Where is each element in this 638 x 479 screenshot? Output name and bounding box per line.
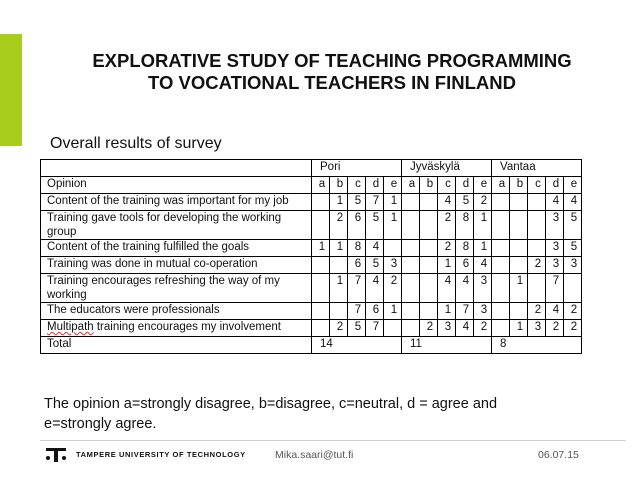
group-header-0: Pori [312,160,402,177]
table-letters-row [41,177,582,194]
letter-header: a [492,177,510,194]
count-cell [312,211,330,240]
letter-header: a [402,177,420,194]
count-cell: 2 [438,240,456,257]
count-cell [420,211,438,240]
count-cell: 5 [348,320,366,337]
count-cell [312,257,330,274]
header-empty-cell [41,160,312,177]
opinion-text: Content of the training was important for my job [41,194,312,211]
count-cell [528,274,546,303]
count-cell: 2 [330,320,348,337]
count-cell: 8 [456,240,474,257]
count-cell: 4 [366,274,384,303]
letter-header: d [456,177,474,194]
count-cell [492,211,510,240]
letter-header: e [384,177,402,194]
table-row [41,240,582,257]
group-header-1: Jyväskylä [402,160,492,177]
slide-subtitle: Overall results of survey [50,135,222,152]
count-cell: 2 [438,211,456,240]
count-cell: 1 [384,194,402,211]
count-cell: 2 [474,320,492,337]
count-cell: 7 [546,274,564,303]
count-cell [384,240,402,257]
count-cell [420,194,438,211]
count-cell: 4 [546,303,564,320]
count-cell [312,303,330,320]
count-cell: 6 [348,211,366,240]
count-cell: 3 [474,303,492,320]
count-cell: 1 [384,211,402,240]
count-cell [420,240,438,257]
count-cell [492,274,510,303]
count-cell [528,194,546,211]
opinion-text: Training was done in mutual co-operation [41,257,312,274]
count-cell: 5 [366,257,384,274]
count-cell [492,194,510,211]
count-cell: 6 [348,257,366,274]
count-cell: 4 [474,257,492,274]
count-cell: 6 [456,257,474,274]
count-cell [564,274,582,303]
count-cell: 3 [474,274,492,303]
survey-results-table [40,159,582,354]
count-cell [510,211,528,240]
total-value: 11 [402,337,492,354]
legend-note-line-2: e=strongly agree. [44,416,157,432]
table-row [41,274,582,303]
accent-bar [0,34,22,146]
count-cell: 2 [474,194,492,211]
count-cell: 7 [348,303,366,320]
spellcheck-word: Multipath [47,321,94,333]
count-cell: 4 [456,274,474,303]
opinion-text: The educators were professionals [41,303,312,320]
letter-header: b [510,177,528,194]
count-cell: 2 [420,320,438,337]
letter-header: c [438,177,456,194]
count-cell: 5 [564,240,582,257]
count-cell: 2 [564,303,582,320]
count-cell: 5 [456,194,474,211]
total-label: Total [41,337,312,354]
count-cell: 4 [456,320,474,337]
count-cell [330,257,348,274]
letter-header: c [348,177,366,194]
count-cell: 3 [384,257,402,274]
table-group-header-row [41,160,582,177]
count-cell: 1 [330,194,348,211]
count-cell: 5 [366,211,384,240]
count-cell: 8 [456,211,474,240]
count-cell: 1 [510,274,528,303]
table-row [41,320,582,337]
count-cell [384,320,402,337]
count-cell [420,257,438,274]
footer-date: 06.07.15 [538,449,579,461]
count-cell: 6 [366,303,384,320]
count-cell: 1 [510,320,528,337]
letter-header: b [420,177,438,194]
count-cell: 1 [474,211,492,240]
count-cell [402,274,420,303]
count-cell [420,303,438,320]
group-header-2: Vantaa [492,160,582,177]
count-cell: 2 [330,211,348,240]
count-cell: 3 [528,320,546,337]
count-cell [420,274,438,303]
count-cell [492,303,510,320]
count-cell: 3 [438,320,456,337]
count-cell: 7 [366,194,384,211]
university-name: TAMPERE UNIVERSITY OF TECHNOLOGY [76,450,246,459]
count-cell [510,257,528,274]
legend-note [44,394,584,434]
count-cell [312,194,330,211]
count-cell [312,320,330,337]
count-cell [330,303,348,320]
count-cell: 2 [384,274,402,303]
total-value: 14 [312,337,402,354]
letter-header: e [564,177,582,194]
university-logo-icon [44,446,68,464]
count-cell: 1 [438,303,456,320]
count-cell: 4 [438,194,456,211]
count-cell [402,320,420,337]
letter-header: b [330,177,348,194]
count-cell: 7 [456,303,474,320]
count-cell: 2 [528,303,546,320]
letter-header: d [366,177,384,194]
count-cell: 1 [312,240,330,257]
count-cell [528,211,546,240]
count-cell: 3 [546,211,564,240]
title-line-1: EXPLORATIVE STUDY OF TEACHING PROGRAMMING [92,50,572,71]
count-cell [402,211,420,240]
count-cell [510,194,528,211]
letter-header: c [528,177,546,194]
count-cell: 1 [438,257,456,274]
count-cell: 1 [330,240,348,257]
count-cell: 7 [366,320,384,337]
count-cell [510,303,528,320]
opinion-text: Training gave tools for developing the working group [41,211,312,240]
letter-header: a [312,177,330,194]
count-cell: 1 [384,303,402,320]
opinion-text: Multipath training encourages my involvement [41,320,312,337]
opinion-text: Training encourages refreshing the way of my working [41,274,312,303]
count-cell: 7 [348,274,366,303]
table-row [41,194,582,211]
count-cell [402,257,420,274]
count-cell: 8 [348,240,366,257]
count-cell [402,240,420,257]
table-row [41,303,582,320]
count-cell: 2 [564,320,582,337]
footer-divider [40,440,626,441]
count-cell: 4 [438,274,456,303]
count-cell [492,240,510,257]
legend-note-line-1: The opinion a=strongly disagree, b=disagree, c=neutral, d = agree and [44,396,498,412]
count-cell: 2 [528,257,546,274]
count-cell: 5 [564,211,582,240]
table-total-row [41,337,582,354]
count-cell: 4 [564,194,582,211]
count-cell: 2 [546,320,564,337]
count-cell: 4 [546,194,564,211]
count-cell [402,303,420,320]
count-cell: 3 [546,240,564,257]
count-cell: 5 [348,194,366,211]
total-value: 8 [492,337,582,354]
count-cell [402,194,420,211]
count-cell: 1 [330,274,348,303]
footer-email: Mika.saari@tut.fi [275,449,354,461]
letter-header: e [474,177,492,194]
count-cell: 3 [564,257,582,274]
count-cell: 4 [366,240,384,257]
slide-title [30,50,634,94]
count-cell [528,240,546,257]
letter-header: d [546,177,564,194]
opinion-text: Content of the training fulfilled the goals [41,240,312,257]
table-row [41,211,582,240]
count-cell: 1 [474,240,492,257]
count-cell [312,274,330,303]
title-line-2: TO VOCATIONAL TEACHERS IN FINLAND [148,72,516,93]
opinion-header: Opinion [41,177,312,194]
table-row [41,257,582,274]
count-cell [510,240,528,257]
count-cell: 3 [546,257,564,274]
count-cell [492,257,510,274]
count-cell [492,320,510,337]
